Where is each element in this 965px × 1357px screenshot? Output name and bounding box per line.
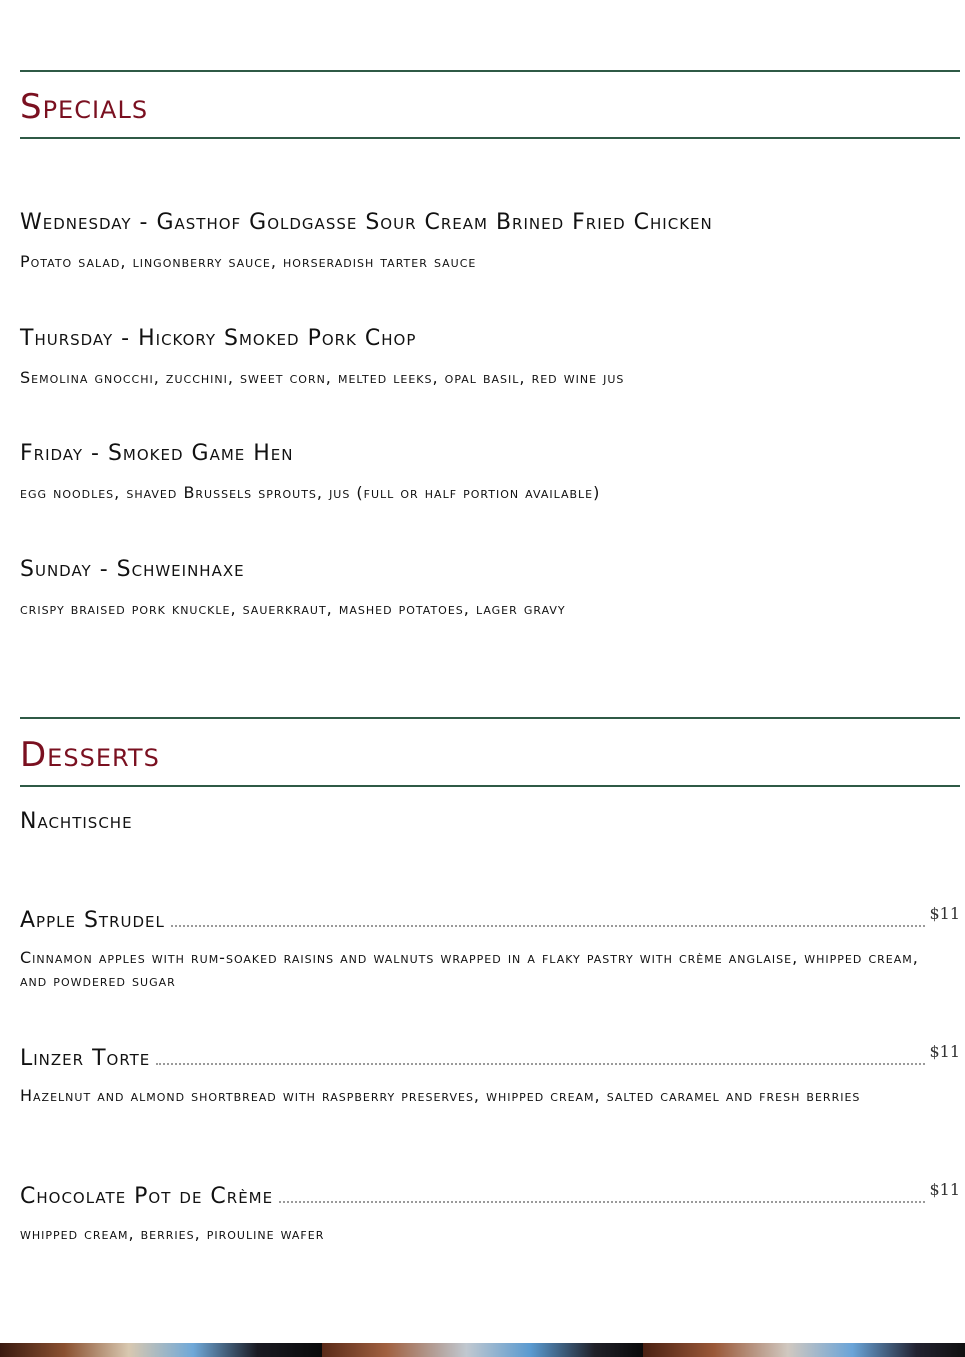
dotted-leader [156,1062,925,1065]
dessert-linzer-torte-desc: Hazelnut and almond shortbread with raspberry preserves, whipped cream, salted caramel and fresh berries [20,1086,861,1105]
footer-photo-3 [643,1343,965,1357]
special-friday-title: Friday - Smoked Game Hen [20,441,294,466]
dessert-apple-strudel-desc: Cinnamon apples with rum-soaked raisins and walnuts wrapped in a flaky pastry with crème anglaise, whipped cream, and powdered sugar [20,948,919,990]
dessert-price: $11 [929,1180,960,1199]
dessert-name: Chocolate Pot de Crème [20,1184,274,1209]
dotted-leader [279,1200,925,1203]
specials-bottom-rule [20,137,960,139]
dotted-leader [171,924,926,927]
dessert-price: $11 [929,1042,960,1061]
specials-title: Specials [20,87,149,127]
special-sunday-title: Sunday - Schweinhaxe [20,557,245,582]
dessert-price: $11 [929,904,960,923]
special-sunday-desc: crispy braised pork knuckle, sauerkraut, mashed potatoes, lager gravy [20,599,566,618]
dessert-linzer-torte-row [20,1044,960,1070]
dessert-chocolate-pot-row [20,1182,960,1208]
desserts-bottom-rule [20,785,960,787]
footer-photo-2 [322,1343,644,1357]
dessert-apple-strudel-row [20,906,960,932]
desserts-title: Desserts [20,735,160,775]
special-friday-desc: egg noodles, shaved Brussels sprouts, jus (full or half portion available) [20,483,601,502]
special-thursday-desc: Semolina gnocchi, zucchini, sweet corn, melted leeks, opal basil, red wine jus [20,368,625,387]
desserts-top-rule [20,717,960,719]
footer-photo-strip [0,1343,965,1357]
dessert-chocolate-pot-desc: whipped cream, berries, pirouline wafer [20,1224,325,1243]
desserts-subtitle: Nachtische [20,809,133,834]
dessert-name: Apple Strudel [20,908,165,933]
specials-top-rule [20,70,960,72]
special-thursday-title: Thursday - Hickory Smoked Pork Chop [20,326,417,351]
special-wednesday-title: Wednesday - Gasthof Goldgasse Sour Cream Brined Fried Chicken [20,210,713,235]
dessert-name: Linzer Torte [20,1046,151,1071]
special-wednesday-desc: Potato salad, lingonberry sauce, horseradish tarter sauce [20,252,477,271]
footer-photo-1 [0,1343,322,1357]
